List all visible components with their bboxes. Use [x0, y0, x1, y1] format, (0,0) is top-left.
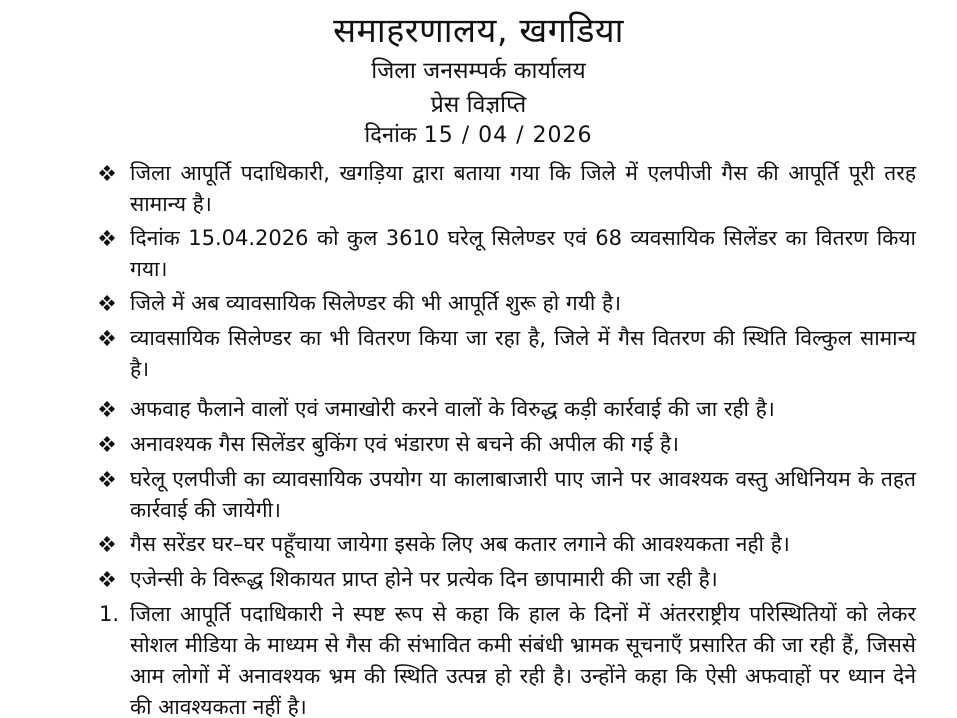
bullet-item — [99, 158, 916, 220]
bullet-marker — [99, 158, 130, 190]
numbered-item — [99, 599, 916, 718]
bullet-text: व्यावसायिक सिलेण्डर का भी वितरण किया जा रहा है, जिले में गैस वितरण की स्थिति विल्कुल सामान्य है। — [130, 326, 916, 381]
bullet-marker — [99, 288, 130, 320]
bullet-item — [99, 529, 916, 561]
bullet-text: अफवाह फैलाने वालों एवं जमाखोरी करने वालों के विरुद्ध कड़ी कार्रवाई की जा रही है। — [130, 397, 775, 421]
bullet-marker — [99, 394, 130, 426]
bullet-item — [99, 464, 916, 526]
bullet-marker — [99, 429, 130, 461]
bullet-item — [99, 288, 916, 320]
document-header — [0, 0, 957, 151]
bullet-text: घरेलू एलपीजी का व्यावसायिक उपयोग या कालाबाजारी पाए जाने पर आवश्यक वस्तु अधिनियम के तहत कार्रवाई की जायेगी। — [130, 467, 916, 522]
diamond-bullet-icon — [99, 536, 115, 552]
doc-type-line: प्रेस विज्ञप्ति — [430, 92, 527, 118]
diamond-bullet-icon — [99, 295, 115, 311]
diamond-bullet-icon — [99, 571, 115, 587]
date-value: 15 / 04 / 2026 — [423, 123, 593, 148]
date-label: दिनांक — [364, 123, 417, 148]
bullet-text: जिला आपूर्ति पदाधिकारी, खगड़िया द्वारा बताया गया कि जिले में एलपीजी गैस की आपूर्ति पूरी तरह सामान्य है। — [130, 161, 916, 216]
office-name-line: जिला जनसम्पर्क कार्यालय — [371, 58, 586, 84]
bullet-marker — [99, 564, 130, 596]
bullet-marker — [99, 464, 130, 496]
bullet-marker — [99, 223, 130, 255]
bullet-text: अनावश्यक गैस सिलेंडर बुकिंग एवं भंडारण से बचने की अपील की गई है। — [130, 432, 679, 456]
date-line — [0, 121, 957, 151]
diamond-bullet-icon — [99, 401, 115, 417]
diamond-bullet-icon — [99, 436, 115, 452]
bullet-item — [99, 429, 916, 461]
bullet-marker — [99, 323, 130, 355]
numbered-item-text: जिला आपूर्ति पदाधिकारी ने स्पष्ट रूप से कहा कि हाल के दिनों में अंतरराष्ट्रीय परिस्थितियों को लेकर सोशल मीडिया के माध्यम से गैस की संभावित कमी संबंधी भ्रामक सूचनाएँ प्रसारित की जा रही हैं, जिससे आम लोगों में अनावश्यक भ्रम की स्थिति उत्पन्न हो रही है। उन्होंने कहा कि ऐसी अफवाहों पर ध्यान देने की आवश्यकता नहीं है। — [130, 602, 916, 718]
bullet-marker — [99, 529, 130, 561]
bullet-text: एजेन्सी के विरूद्ध शिकायत प्राप्त होने पर प्रत्येक दिन छापामारी की जा रही है। — [130, 567, 718, 591]
bullet-item — [99, 564, 916, 596]
document-body — [99, 158, 916, 718]
diamond-bullet-icon — [99, 330, 115, 346]
bullet-item — [99, 323, 916, 385]
bullet-item — [99, 394, 916, 426]
item-number: 1. — [99, 602, 120, 626]
bullet-item — [99, 223, 916, 285]
bullet-text: दिनांक 15.04.2026 को कुल 3610 घरेलू सिलेण्डर एवं 68 व्यवसायिक सिलेंडर का वितरण किया गया। — [130, 226, 916, 281]
bullet-text: गैस सरेंडर घर–घर पहूँचाया जायेगा इसके लिए अब कतार लगाने की आवश्यकता नही है। — [130, 532, 790, 556]
diamond-bullet-icon — [99, 165, 115, 181]
bullet-text: जिले में अब व्यावसायिक सिलेण्डर की भी आपूर्ति शुरू हो गयी है। — [130, 291, 622, 315]
diamond-bullet-icon — [99, 230, 115, 246]
diamond-bullet-icon — [99, 471, 115, 487]
page-title: समाहरणालय, खगडिया — [333, 11, 624, 51]
